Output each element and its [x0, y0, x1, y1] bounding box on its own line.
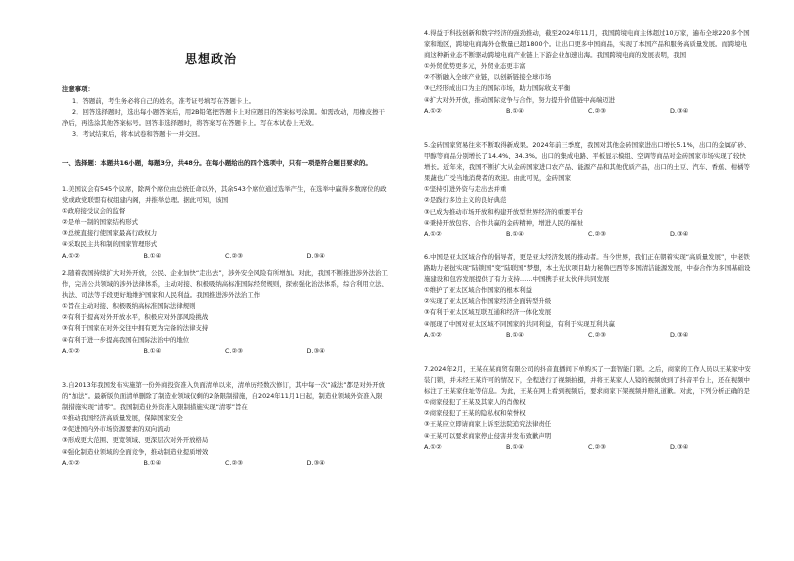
- choice-c: C.②③: [588, 229, 606, 238]
- choice-b: B.①④: [506, 106, 524, 115]
- option: ②商家侵犯了王某的隐私权和荣誉权: [424, 409, 526, 418]
- choice-d: D.③④: [306, 251, 325, 260]
- option: ①政府接受议会的监督: [62, 207, 126, 216]
- option: ②实现了亚太区域合作国家经济全面转型升级: [424, 297, 552, 306]
- choice-c: C.②③: [588, 106, 606, 115]
- question-stem: 1.美国议会有545个议席，除两个席位由总统任命以外，其余543个席位通过选举产生，在选举中赢得多数席位的政党或政党联盟有权组建内阁，并推举总理。据此可知，该国: [62, 185, 387, 205]
- option: ②促进国内外市场资源要素的双向流动: [62, 425, 170, 434]
- note-item: 3．考试结束后，将本试卷和答题卡一并交回。: [72, 130, 204, 139]
- question-6: [424, 252, 752, 341]
- choice-c: C.②③: [225, 458, 243, 467]
- question-7: [424, 364, 752, 453]
- option: ③王某应立即请商家上诉至法院追究法律责任: [424, 420, 552, 429]
- question-stem: 5.金砖国家贸易往来不断取得新成果。2024年前三季度，我国对其他金砖国家进出口增长5.1%，出口的金属矿砂、甲醇等商品分别增长了14.4%、34.3%。出口的集成电路、平板显示模组、空调等商品对金砖国家市场实现了较快增长。近年来，我国不断扩大从金砖国家进口农产品、能源产品和其他优质产品，出口的土豆、汽车、香蕉、柑橘等果蔬也广受当地消费者的欢迎。由此可见，金砖国家: [424, 141, 751, 183]
- choice-a: A.①②: [424, 442, 442, 451]
- question-5: [424, 140, 752, 240]
- choice-b: B.①④: [143, 346, 162, 355]
- option: ③已经形成出口为主的国际市场，助力国际收支平衡: [424, 84, 571, 93]
- option: ④采取民主共和制的国家管理形式: [62, 240, 158, 249]
- choice-b: B.①④: [143, 251, 162, 260]
- question-stem: 7.2024年2月，王某在某商贸有限公司的抖音直播间下单购买了一套智能门锁。之后，商家的工作人员以王某家中安装门锁，并未经王某许可的情况下，全程进行了视频拍摄，并将王某家人人镜的视频放到了抖音平台上，还在视频中标注了王某家住址等信息。为此，王某在网上看到视频后，要求商家下架视频并赔礼道歉。对此，下列分析正确的是: [424, 365, 751, 396]
- note-item: 2．回答选择题时，选出每小题答案后，用2B铅笔把答题卡上对应题目的答案标号涂黑。如需改动，用橡皮擦干净后，再选涂其他答案标号。回答非选择题时，将答案写在答题卡上。写在本试卷上无效。: [62, 108, 385, 128]
- answer-choices: [62, 346, 388, 357]
- answer-choices: [62, 251, 388, 262]
- choice-b: B.①④: [506, 229, 524, 238]
- option: ④秉持开放包容、合作共赢的金砖精神，增进人民的福祉: [424, 218, 584, 227]
- answer-choices: [424, 106, 752, 117]
- question-stem: 2.随着我国持续扩大对外开放，公民、企业加快“走出去”，涉外安全风险有所增加。对此，我国不断推进涉外法治工作，完善公共领域的涉外法律体系，主动对接、积极吸纳高标准国际经贸规则，探索强化治法体系，综合利用立法、执法、司法等手段更好地维护国家和人民利益。我国推进涉外法治工作: [62, 269, 388, 300]
- question-1: [62, 184, 388, 262]
- option: ②是单一制的国家结构形式: [62, 218, 139, 227]
- option: ③总统直接行使国家最高行政权力: [62, 229, 158, 238]
- question-stem: 3.自2013年我国发布实施第一份外商投资准入负面清单以来，清单历经数次修订，其中每一次“减法”都是对外开放的“加法”。最新版负面清单删除了制造业领域仅剩的2条限制措施，自2024年11月1日起，制造业领域外资准入限制措施实现“清零”。我国制造业外资准入限制措施实现“清零”旨在: [62, 381, 385, 412]
- choice-c: C.②③: [225, 346, 243, 355]
- choice-b: B.①④: [506, 442, 524, 451]
- choice-d: D.③④: [306, 346, 325, 355]
- choice-d: D.③④: [306, 458, 325, 467]
- option: ①坚持引进外资与走出去并重: [424, 185, 507, 194]
- answer-choices: [62, 458, 388, 469]
- section-header: 一、选择题：本题共16小题，每题3分，共48分。在每小题给出的四个选项中，只有一项是符合题目要求的。: [62, 159, 372, 167]
- option: ②是践行多边主义的良好典范: [424, 196, 507, 205]
- choice-d: D.③④: [670, 106, 689, 115]
- option: ③形成更大范围、更宽领域、更深层次对外开放格局: [62, 436, 209, 445]
- option: ①旨在主动对接、积极吸纳高标准国际法律规则: [62, 302, 196, 311]
- choice-b: B.①④: [143, 458, 162, 467]
- answer-choices: [424, 229, 752, 240]
- choice-a: A.①②: [62, 458, 80, 467]
- option: ④王某可以要求商家停止侵害并发布致歉声明: [424, 431, 552, 440]
- question-3: [62, 380, 388, 469]
- choice-d: D.③④: [670, 229, 689, 238]
- choice-a: A.①②: [62, 346, 80, 355]
- answer-choices: [424, 442, 752, 453]
- question-stem: 4.得益于科技创新和数字经济的强劲推动，截至2024年11月，我国跨境电商主体超过10万家，遍布全球220多个国家和地区，跨境电商海外仓数量已超1800个。让出口更多中国商品，实现了本国产品和服务高质量发展。而跨境电商这种新业态不断驱动跨境电商产业链上下游企业加速出海。我国跨境电商的发展表明，我国: [424, 29, 750, 60]
- question-4: [424, 28, 752, 117]
- question-2: [62, 268, 388, 357]
- choice-a: A.①②: [424, 330, 442, 339]
- choice-c: C.②③: [588, 330, 606, 339]
- option: ④展现了中国对亚太区域不同国家的共同利益，有利于实现互利共赢: [424, 319, 616, 328]
- choice-a: A.①②: [62, 251, 80, 260]
- question-stem: 6.中国是亚太区域合作的倡导者，更是亚太经济发展的推动者。当今世界，我们正在朝着实现“高质量发展”，中老铁路助力老挝实现“陆锁国”变“陆联国”梦想，本土光伏项目助力秘鲁巴西等多国清洁能源发展，中泰合作为多国基础设施建设和包容发展提供了有力支持……中国携手亚太伙伴共同发展: [424, 253, 751, 284]
- choice-a: A.①②: [424, 229, 442, 238]
- option: ④有利于进一步提高我国在国际法治中的地位: [62, 335, 190, 344]
- option: ①维护了亚太区域合作国家的根本利益: [424, 286, 532, 295]
- choice-d: D.③④: [670, 442, 689, 451]
- option: ④扩大对外开放，推动国际竞争与合作，努力提升价值链中高端迈进: [424, 95, 616, 104]
- choice-d: D.③④: [670, 330, 689, 339]
- note-item: 1．答题前，考生务必将自己的姓名，准考证号填写在答题卡上。: [72, 97, 256, 106]
- option: ③有利于亚太区域互联互通和经济一体化发展: [424, 308, 552, 317]
- option: ①外贸优势更多元，外贸业态更丰富: [424, 62, 526, 71]
- answer-choices: [424, 330, 752, 341]
- option: ③有利于国家在对外交往中拥有更为完备的法律支持: [62, 324, 209, 333]
- option: ③已成为推动市场开放和构建开放型世界经济的重要平台: [424, 207, 584, 216]
- option: ②有利于提高对外开放水平，积极应对外部风险挑战: [62, 313, 209, 322]
- option: ①推动我国经济高质量发展，保障国家安全: [62, 414, 183, 423]
- notes-heading: 注意事项：: [62, 85, 94, 93]
- option: ②不断融入全球产业链，以创新链接全球市场: [424, 73, 552, 82]
- choice-c: C.②③: [225, 251, 243, 260]
- option: ④强化制造业领域的全面竞争，推动制造业提质增效: [62, 447, 209, 456]
- choice-a: A.①②: [424, 106, 442, 115]
- page-title: 思想政治: [185, 52, 238, 66]
- option: ①商家侵犯了王某及其家人的肖像权: [424, 398, 526, 407]
- choice-c: C.②③: [588, 442, 606, 451]
- choice-b: B.①④: [506, 330, 524, 339]
- notes-block: [62, 84, 388, 140]
